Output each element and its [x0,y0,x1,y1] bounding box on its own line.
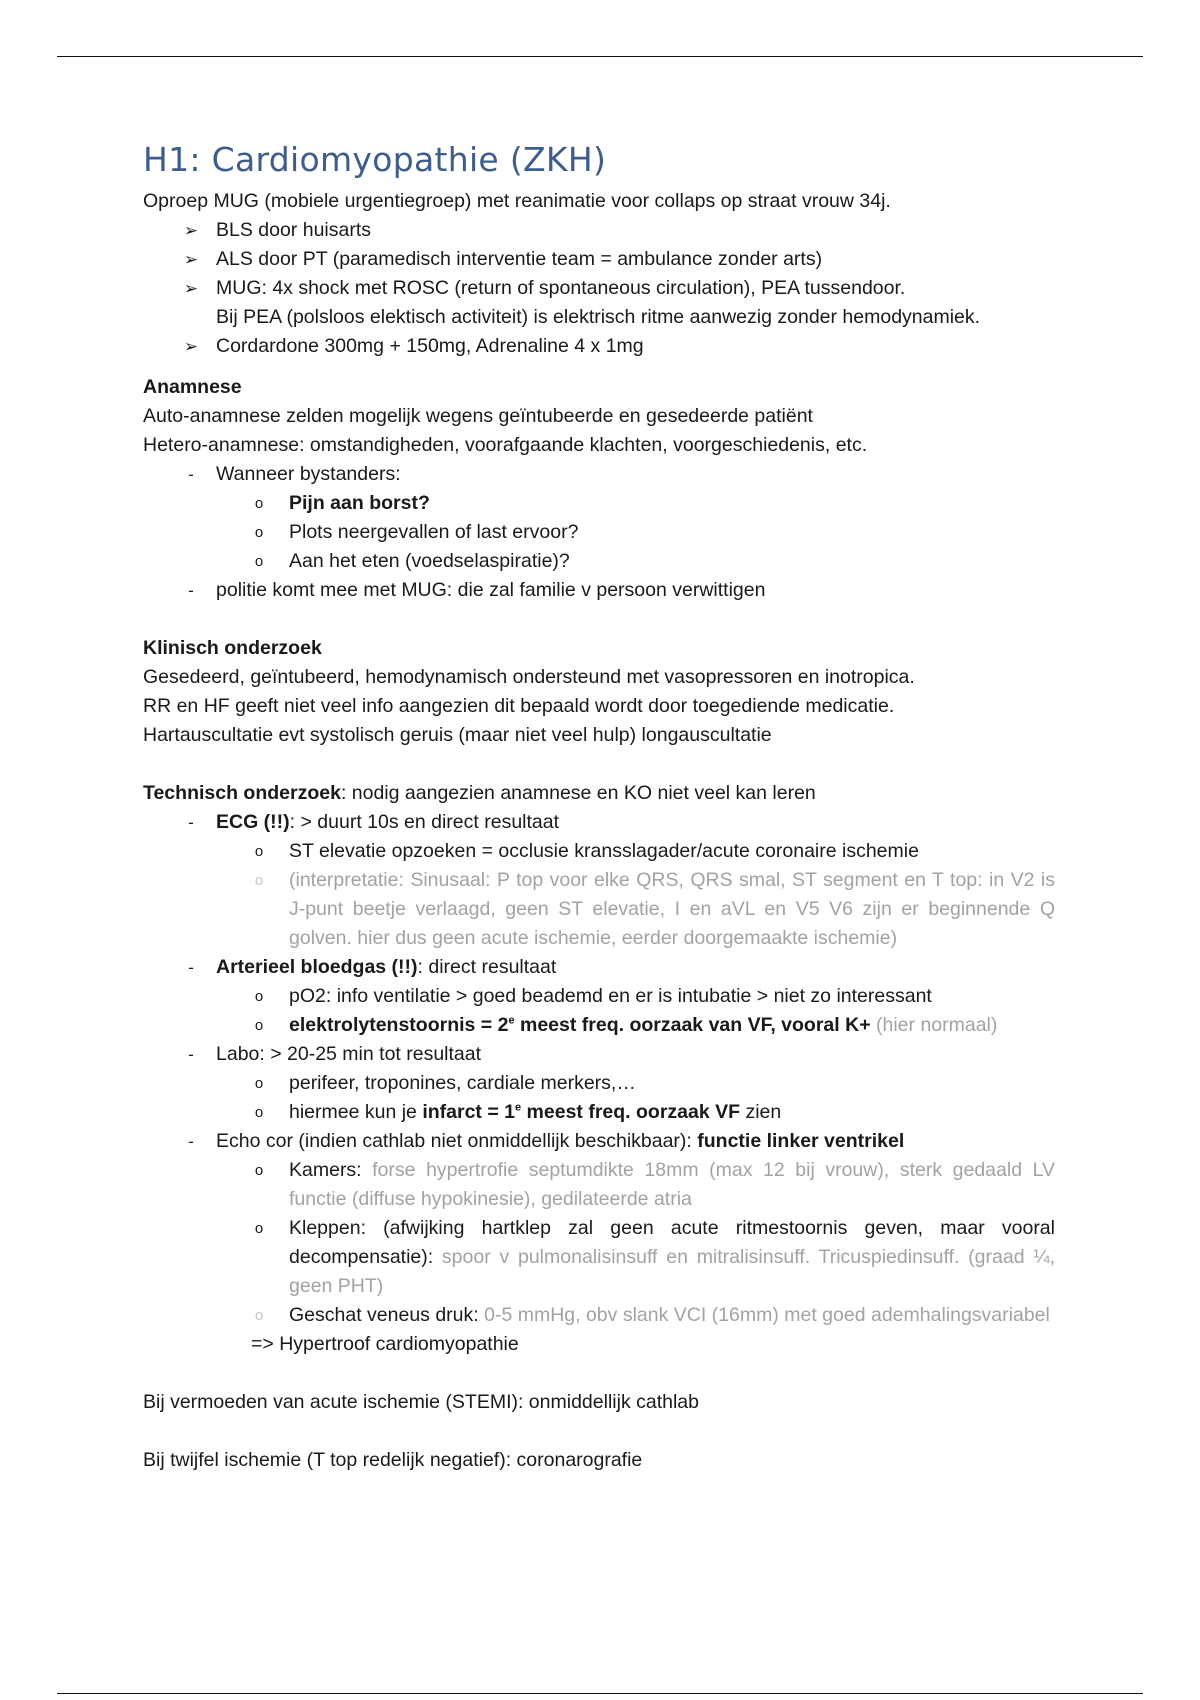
arrow-bullet-icon: ➢ [183,221,199,240]
list-item: o ST elevatie opzoeken = occlusie kransslagader/acute coronaire ischemie [143,837,1055,866]
header-rule [57,56,1143,57]
list-item-kamers: o Kamers: forse hypertrofie septumdikte 18mm (max 12 bij vrouw), sterk gedaald LV functie (diffuse hypokinesie), gedilateerde atria [143,1156,1055,1214]
list-item-labo: - Labo: > 20-25 min tot resultaat [143,1040,1055,1069]
circle-bullet-icon: o [254,1104,264,1121]
list-item: ➢ ALS door PT (paramedisch interventie team = ambulance zonder arts) [143,245,1055,274]
anamnese-line: Auto-anamnese zelden mogelijk wegens geïntubeerde en gesedeerde patiënt [143,405,813,427]
circle-bullet-icon: o [254,553,264,570]
arrow-bullet-icon: ➢ [183,279,199,298]
page-title: H1: Cardiomyopathie (ZKH) [143,140,607,179]
list-item-kleppen: o Kleppen: (afwijking hartklep zal geen acute ritmestoornis geven, maar vooral decompensatie): spoor v pulmonalisinsuff en mitralisinsuff. Tricuspiedinsuff. (graad ¼, geen PHT) [143,1214,1055,1301]
list-item: o perifeer, troponines, cardiale merkers,… [143,1069,1055,1098]
arrow-bullet-icon: ➢ [183,337,199,356]
dash-bullet-icon: - [188,581,194,600]
arrow-bullet-icon: ➢ [183,250,199,269]
list-item: o Aan het eten (voedselaspiratie)? [143,547,1055,576]
list-item: o elektrolytenstoornis = $2^e$ meest freq. oorzaak van VF, vooral K+ (hier normaal) [143,1011,1055,1040]
circle-bullet-icon: o [254,495,264,512]
dash-bullet-icon: - [188,1045,194,1064]
list-item: o Plots neergevallen of last ervoor? [143,518,1055,547]
circle-bullet-icon: o [254,524,264,541]
circle-bullet-icon: o [254,1075,264,1092]
closing-line: Bij twijfel ischemie (T top redelijk negatief): coronarografie [143,1449,643,1471]
list-item: - politie komt mee met MUG: die zal familie v persoon verwittigen [143,576,1055,605]
dash-bullet-icon: - [188,465,194,484]
section-heading-anamnese: Anamnese [143,376,242,398]
echo-conclusie: => Hypertroof cardiomyopathie [251,1333,519,1355]
dash-bullet-icon: - [188,1132,194,1151]
list-item: o pO2: info ventilatie > goed beademd en er is intubatie > niet zo interessant [143,982,1055,1011]
intro-line: Oproep MUG (mobiele urgentiegroep) met reanimatie voor collaps op straat vrouw 34j. [143,190,891,212]
list-item-veneus: o Geschat veneus druk: 0-5 mmHg, obv slank VCI (16mm) met goed ademhalingsvariabel [143,1301,1055,1330]
list-item: - Wanneer bystanders: [143,460,1055,489]
section-heading-klinisch: Klinisch onderzoek [143,637,322,659]
anamnese-line: Hetero-anamnese: omstandigheden, voorafgaande klachten, voorgeschiedenis, etc. [143,434,868,456]
circle-bullet-icon: o [254,988,264,1005]
list-item: ➢ BLS door huisarts [143,216,1055,245]
list-item-bloedgas: - Arterieel bloedgas (!!): direct resultaat [143,953,1055,982]
circle-bullet-icon: o [254,872,264,889]
circle-bullet-icon: o [254,843,264,860]
list-item: ➢ MUG: 4x shock met ROSC (return of spontaneous circulation), PEA tussendoor. [143,274,1055,303]
document-body [143,135,1055,1475]
circle-bullet-icon: o [254,1307,264,1324]
klinisch-line: Hartauscultatie evt systolisch geruis (maar niet veel hulp) longauscultatie [143,724,772,746]
closing-line: Bij vermoeden van acute ischemie (STEMI): onmiddellijk cathlab [143,1391,699,1413]
list-item: ➢ Cordardone 300mg + 150mg, Adrenaline 4 x 1mg [143,332,1055,361]
list-item: o Pijn aan borst? [143,489,1055,518]
pea-note: Bij PEA (polsloos elektisch activiteit) is elektrisch ritme aanwezig zonder hemodynamiek. [216,306,981,328]
circle-bullet-icon: o [254,1017,264,1034]
dash-bullet-icon: - [188,958,194,977]
list-item: o hiermee kun je infarct = $1^e$ meest freq. oorzaak VF zien [143,1098,1055,1127]
circle-bullet-icon: o [254,1220,264,1237]
klinisch-line: RR en HF geeft niet veel info aangezien dit bepaald wordt door toegediende medicatie. [143,695,895,717]
klinisch-line: Gesedeerd, geïntubeerd, hemodynamisch ondersteund met vasopressoren en inotropica. [143,666,915,688]
list-item-ecg: - ECG (!!): > duurt 10s en direct resultaat [143,808,1055,837]
footer-rule [57,1693,1143,1694]
circle-bullet-icon: o [254,1162,264,1179]
list-item-echo: - Echo cor (indien cathlab niet onmiddellijk beschikbaar): functie linker ventrikel [143,1127,1055,1156]
section-heading-technisch: Technisch onderzoek: nodig aangezien anamnese en KO niet veel kan leren [143,782,816,804]
dash-bullet-icon: - [188,813,194,832]
list-item-interpretatie: o (interpretatie: Sinusaal: P top voor elke QRS, QRS smal, ST segment en T top: in V2 is J-punt beetje verlaagd, geen ST elevatie, I en aVL en V5 V6 zijn er beginnende Q golven. hier dus geen acute ischemie, eerder doorgemaakte ischemie) [143,866,1055,953]
